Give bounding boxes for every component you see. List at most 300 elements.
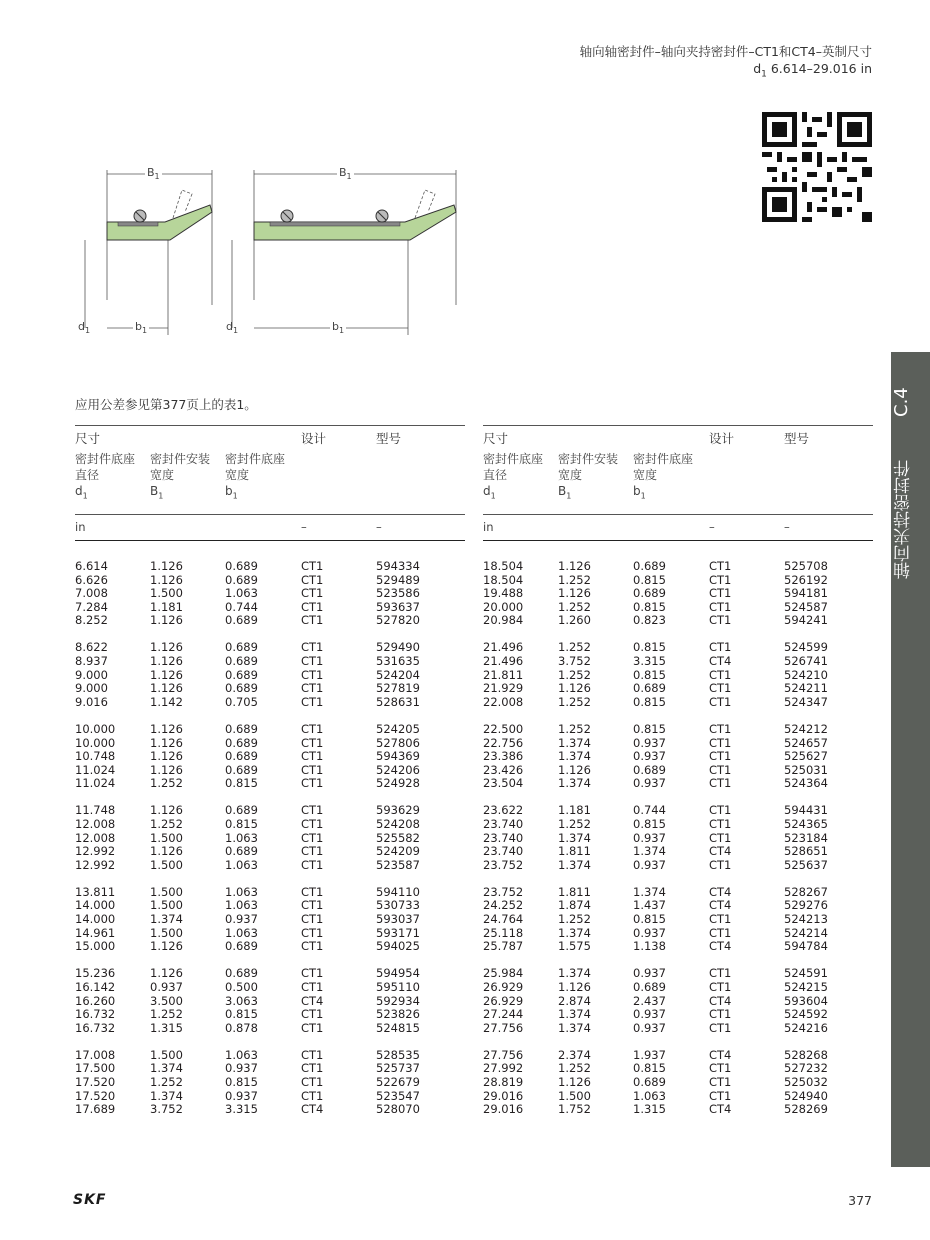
table-row — [75, 574, 465, 588]
seat-width-cell: 0.744 — [225, 599, 258, 614]
install-width-cell: 1.126 — [150, 966, 183, 981]
model-cell: 524599 — [784, 640, 828, 655]
table-row — [483, 1008, 873, 1022]
seat-diameter-cell: 26.929 — [483, 993, 524, 1008]
install-width-cell: 1.126 — [150, 939, 183, 954]
header-b1: 密封件底座 宽度 $b_1$ — [633, 452, 694, 501]
design-cell: CT1 — [709, 1020, 732, 1035]
design-cell: CT4 — [709, 993, 732, 1008]
seat-diameter-cell: 21.496 — [483, 640, 524, 655]
table-row-group — [75, 886, 465, 954]
install-width-cell: 1.500 — [150, 857, 183, 872]
table-row-group — [483, 886, 873, 954]
seat-diameter-cell: 17.520 — [75, 1075, 116, 1089]
install-width-cell: 1.181 — [558, 803, 591, 818]
seal-drawing-narrow — [85, 170, 212, 335]
table-row — [483, 750, 873, 764]
seat-diameter-cell: 8.937 — [75, 654, 108, 669]
table-row — [75, 641, 465, 655]
install-width-cell: 1.500 — [150, 830, 183, 845]
model-cell: 524940 — [784, 1088, 828, 1103]
install-width-cell: 1.126 — [150, 803, 183, 818]
seat-width-cell: 2.437 — [633, 993, 666, 1008]
seat-diameter-cell: 6.614 — [75, 559, 108, 573]
design-cell: CT1 — [301, 817, 324, 831]
design-cell: CT1 — [301, 803, 324, 818]
design-cell: CT1 — [301, 654, 324, 669]
seat-width-cell: 0.689 — [225, 939, 258, 954]
seat-width-cell: 1.138 — [633, 939, 666, 954]
design-cell: CT1 — [709, 776, 732, 791]
table-row — [483, 967, 873, 981]
unit-dash: – — [709, 520, 715, 534]
seat-width-cell: 0.689 — [225, 572, 258, 587]
design-cell: CT1 — [301, 830, 324, 845]
dim-label-B1-right: $B_1$ — [339, 166, 352, 182]
table-body-left — [75, 560, 465, 1130]
table-rule — [75, 540, 465, 541]
seat-width-cell: 0.689 — [633, 681, 666, 696]
section-title: 轴向夹持密封件 — [894, 460, 914, 580]
model-cell: 595110 — [376, 979, 420, 994]
seat-width-cell: 1.063 — [225, 884, 258, 899]
header-b1: 密封件底座 宽度 $b_1$ — [225, 452, 286, 501]
design-cell: CT1 — [709, 857, 732, 872]
model-cell: 524587 — [784, 599, 828, 614]
model-cell: 594784 — [784, 939, 828, 954]
install-width-cell: 2.374 — [558, 1047, 591, 1062]
table-rule — [483, 540, 873, 541]
table-row — [483, 899, 873, 913]
design-cell: CT1 — [301, 844, 324, 859]
install-width-cell: 1.374 — [558, 830, 591, 845]
design-cell: CT1 — [301, 1047, 324, 1062]
model-cell: 527819 — [376, 681, 420, 696]
seat-width-cell: 0.937 — [633, 925, 666, 940]
seat-width-cell: 3.063 — [225, 993, 258, 1008]
install-width-cell: 1.374 — [558, 735, 591, 750]
design-cell: CT4 — [301, 1102, 324, 1117]
seat-width-cell: 0.744 — [633, 803, 666, 818]
seat-width-cell: 0.689 — [225, 844, 258, 859]
seat-diameter-cell: 23.386 — [483, 749, 524, 764]
install-width-cell: 1.252 — [558, 640, 591, 655]
table-row — [75, 737, 465, 751]
seat-diameter-cell: 11.024 — [75, 776, 116, 791]
design-cell: CT1 — [709, 749, 732, 764]
seat-diameter-cell: 11.748 — [75, 803, 116, 818]
model-cell: 524213 — [784, 912, 828, 927]
model-cell: 525032 — [784, 1075, 828, 1089]
install-width-cell: 1.126 — [558, 586, 591, 601]
seat-width-cell: 0.937 — [633, 1020, 666, 1035]
model-cell: 594241 — [784, 613, 828, 628]
model-cell: 523587 — [376, 857, 420, 872]
install-width-cell: 1.752 — [558, 1102, 591, 1117]
model-cell: 524210 — [784, 667, 828, 682]
design-cell: CT1 — [301, 939, 324, 954]
install-width-cell: 1.126 — [150, 762, 183, 777]
install-width-cell: 1.252 — [150, 1007, 183, 1022]
seat-diameter-cell: 24.252 — [483, 898, 524, 913]
seat-diameter-cell: 15.000 — [75, 939, 116, 954]
table-row — [483, 737, 873, 751]
design-cell: CT1 — [301, 762, 324, 777]
model-cell: 524347 — [784, 694, 828, 709]
model-cell: 593037 — [376, 912, 420, 927]
model-cell: 524205 — [376, 721, 420, 736]
seat-width-cell: 0.815 — [225, 1075, 258, 1089]
page-number: 377 — [848, 1193, 872, 1208]
seat-width-cell: 0.689 — [225, 762, 258, 777]
table-row — [483, 764, 873, 778]
design-cell: CT1 — [709, 721, 732, 736]
seat-diameter-cell: 12.008 — [75, 830, 116, 845]
table-row — [75, 818, 465, 832]
qr-code[interactable] — [762, 112, 872, 222]
header-model: 型号 — [376, 431, 402, 446]
design-cell: CT1 — [301, 694, 324, 709]
model-cell: 528535 — [376, 1047, 420, 1062]
header-size: 尺寸 — [483, 431, 509, 446]
seat-diameter-cell: 23.622 — [483, 803, 524, 818]
design-cell: CT1 — [709, 735, 732, 750]
seat-width-cell: 0.705 — [225, 694, 258, 709]
seat-width-cell: 1.937 — [633, 1047, 666, 1062]
design-cell: CT1 — [301, 572, 324, 587]
seat-width-cell: 0.815 — [633, 912, 666, 927]
design-cell: CT1 — [709, 1088, 732, 1103]
dim-label-b1-left: $b_1$ — [135, 320, 148, 336]
seat-width-cell: 0.937 — [633, 776, 666, 791]
table-row — [483, 886, 873, 900]
model-cell: 525582 — [376, 830, 420, 845]
table-row — [75, 682, 465, 696]
model-cell: 524212 — [784, 721, 828, 736]
seat-diameter-cell: 27.756 — [483, 1020, 524, 1035]
design-cell: CT1 — [301, 857, 324, 872]
seat-diameter-cell: 6.626 — [75, 572, 108, 587]
table-row — [75, 1022, 465, 1036]
table-row — [483, 1076, 873, 1090]
model-cell: 593604 — [784, 993, 828, 1008]
model-cell: 531635 — [376, 654, 420, 669]
model-cell: 592934 — [376, 993, 420, 1008]
seat-width-cell: 1.063 — [225, 925, 258, 940]
design-cell: CT1 — [301, 925, 324, 940]
seat-width-cell: 0.937 — [633, 735, 666, 750]
table-row — [483, 696, 873, 710]
model-cell: 523826 — [376, 1007, 420, 1022]
model-cell: 528268 — [784, 1047, 828, 1062]
model-cell: 528267 — [784, 884, 828, 899]
table-row — [483, 1090, 873, 1104]
install-width-cell: 1.374 — [558, 1007, 591, 1022]
table-row — [75, 804, 465, 818]
model-cell: 593171 — [376, 925, 420, 940]
header-design: 设计 — [709, 431, 735, 446]
model-cell: 594181 — [784, 586, 828, 601]
seat-diameter-cell: 7.284 — [75, 599, 108, 614]
model-cell: 524591 — [784, 966, 828, 981]
design-cell: CT1 — [301, 776, 324, 791]
seat-width-cell: 0.689 — [633, 979, 666, 994]
install-width-cell: 1.252 — [150, 776, 183, 791]
range-value: 6.614–29.016 in — [770, 61, 872, 76]
table-row-group — [75, 641, 465, 709]
table-row — [483, 845, 873, 859]
model-cell: 594431 — [784, 803, 828, 818]
seal-cross-section-drawings — [70, 160, 470, 340]
seat-width-cell: 1.315 — [633, 1102, 666, 1117]
model-cell: 524204 — [376, 667, 420, 682]
design-cell: CT1 — [709, 694, 732, 709]
install-width-cell: 3.752 — [150, 1102, 183, 1117]
table-row — [483, 560, 873, 574]
model-cell: 524657 — [784, 735, 828, 750]
seat-diameter-cell: 28.819 — [483, 1075, 524, 1089]
install-width-cell: 1.500 — [150, 586, 183, 601]
seat-width-cell: 1.063 — [225, 1047, 258, 1062]
seat-width-cell: 0.689 — [633, 586, 666, 601]
install-width-cell: 1.811 — [558, 844, 591, 859]
section-code: C.4 — [891, 387, 912, 417]
seat-diameter-cell: 23.752 — [483, 857, 524, 872]
seat-width-cell: 1.063 — [633, 1088, 666, 1103]
model-cell: 525708 — [784, 559, 828, 573]
table-row — [75, 886, 465, 900]
seal-drawing-wide — [232, 170, 456, 335]
model-cell: 524206 — [376, 762, 420, 777]
dim-label-d1-left: $d_1$ — [78, 320, 91, 336]
table-row — [483, 804, 873, 818]
unit-dash: – — [784, 520, 790, 534]
seat-diameter-cell: 17.689 — [75, 1102, 116, 1117]
table-row — [483, 1022, 873, 1036]
design-cell: CT1 — [709, 912, 732, 927]
install-width-cell: 1.500 — [150, 884, 183, 899]
seat-diameter-cell: 20.000 — [483, 599, 524, 614]
install-width-cell: 1.500 — [150, 898, 183, 913]
design-cell: CT1 — [301, 884, 324, 899]
seat-diameter-cell: 26.929 — [483, 979, 524, 994]
model-cell: 524928 — [376, 776, 420, 791]
design-cell: CT1 — [709, 979, 732, 994]
table-row — [483, 995, 873, 1009]
seat-width-cell: 0.937 — [225, 1061, 258, 1076]
seat-diameter-cell: 12.992 — [75, 857, 116, 872]
model-cell: 528070 — [376, 1102, 420, 1117]
table-rule — [75, 425, 465, 426]
design-cell: CT4 — [709, 1047, 732, 1062]
seat-width-cell: 0.937 — [633, 1007, 666, 1022]
design-cell: CT1 — [709, 681, 732, 696]
install-width-cell: 1.500 — [558, 1088, 591, 1103]
table-row — [483, 1062, 873, 1076]
design-cell: CT1 — [301, 898, 324, 913]
seat-width-cell: 1.437 — [633, 898, 666, 913]
seat-width-cell: 1.063 — [225, 586, 258, 601]
design-cell: CT4 — [301, 993, 324, 1008]
table-row — [483, 981, 873, 995]
seat-width-cell: 0.815 — [633, 1061, 666, 1076]
model-cell: 524365 — [784, 817, 828, 831]
table-row — [75, 669, 465, 683]
seat-width-cell: 0.689 — [225, 966, 258, 981]
seat-diameter-cell: 16.260 — [75, 993, 116, 1008]
seat-width-cell: 0.815 — [633, 817, 666, 831]
install-width-cell: 1.126 — [558, 681, 591, 696]
table-row — [75, 587, 465, 601]
table-row — [483, 940, 873, 954]
tolerance-note: 应用公差参见第377页上的表1。 — [75, 397, 257, 412]
install-width-cell: 1.252 — [558, 1061, 591, 1076]
seat-width-cell: 0.689 — [225, 803, 258, 818]
install-width-cell: 1.374 — [150, 912, 183, 927]
seat-width-cell: 0.689 — [225, 667, 258, 682]
model-cell: 523547 — [376, 1088, 420, 1103]
seat-diameter-cell: 23.740 — [483, 844, 524, 859]
seat-width-cell: 0.815 — [633, 640, 666, 655]
model-cell: 524592 — [784, 1007, 828, 1022]
unit-dash: – — [301, 520, 307, 534]
design-cell: CT4 — [709, 844, 732, 859]
design-cell: CT4 — [709, 939, 732, 954]
table-row — [483, 614, 873, 628]
seat-diameter-cell: 12.008 — [75, 817, 116, 831]
seat-width-cell: 0.815 — [225, 1007, 258, 1022]
seat-diameter-cell: 23.426 — [483, 762, 524, 777]
seat-width-cell: 0.937 — [225, 912, 258, 927]
design-cell: CT1 — [301, 640, 324, 655]
seat-diameter-cell: 29.016 — [483, 1102, 524, 1117]
install-width-cell: 1.500 — [150, 1047, 183, 1062]
design-cell: CT1 — [709, 667, 732, 682]
seat-diameter-cell: 12.992 — [75, 844, 116, 859]
header-d1: 密封件底座 直径 $d_1$ — [483, 452, 544, 501]
install-width-cell: 1.315 — [150, 1020, 183, 1035]
install-width-cell: 1.252 — [558, 667, 591, 682]
seat-width-cell: 0.689 — [225, 735, 258, 750]
design-cell: CT1 — [709, 572, 732, 587]
install-width-cell: 1.252 — [558, 694, 591, 709]
table-row — [75, 859, 465, 873]
table-row — [483, 777, 873, 791]
page-header-title: 轴向轴密封件–轴向夹持密封件–CT1和CT4–英制尺寸 — [579, 44, 872, 59]
seat-width-cell: 0.937 — [225, 1088, 258, 1103]
design-cell: CT1 — [709, 640, 732, 655]
table-row — [75, 967, 465, 981]
table-row-group — [483, 967, 873, 1035]
table-row — [75, 927, 465, 941]
seat-diameter-cell: 9.000 — [75, 667, 108, 682]
model-cell: 525737 — [376, 1061, 420, 1076]
model-cell: 529489 — [376, 572, 420, 587]
table-row — [483, 723, 873, 737]
seat-width-cell: 0.823 — [633, 613, 666, 628]
design-cell: CT1 — [301, 721, 324, 736]
seat-diameter-cell: 10.748 — [75, 749, 116, 764]
design-cell: CT1 — [301, 912, 324, 927]
seat-diameter-cell: 25.984 — [483, 966, 524, 981]
model-cell: 525031 — [784, 762, 828, 777]
seat-diameter-cell: 29.016 — [483, 1088, 524, 1103]
model-cell: 594369 — [376, 749, 420, 764]
install-width-cell: 1.126 — [150, 749, 183, 764]
header-d1: 密封件底座 直径 $d_1$ — [75, 452, 136, 501]
install-width-cell: 2.874 — [558, 993, 591, 1008]
table-rule — [483, 425, 873, 426]
model-cell: 529276 — [784, 898, 828, 913]
seat-width-cell: 0.689 — [225, 749, 258, 764]
install-width-cell: 1.575 — [558, 939, 591, 954]
install-width-cell: 1.126 — [150, 640, 183, 655]
model-cell: 524214 — [784, 925, 828, 940]
design-cell: CT1 — [301, 586, 324, 601]
design-cell: CT1 — [709, 613, 732, 628]
install-width-cell: 1.811 — [558, 884, 591, 899]
seat-diameter-cell: 23.740 — [483, 817, 524, 831]
table-row — [75, 899, 465, 913]
table-row-group — [483, 641, 873, 709]
unit-in: in — [75, 520, 86, 534]
table-row — [483, 669, 873, 683]
seat-diameter-cell: 14.000 — [75, 898, 116, 913]
model-cell: 528651 — [784, 844, 828, 859]
seat-width-cell: 0.689 — [225, 721, 258, 736]
design-cell: CT1 — [301, 599, 324, 614]
table-row — [483, 818, 873, 832]
install-width-cell: 1.126 — [558, 1075, 591, 1089]
design-cell: CT1 — [709, 599, 732, 614]
table-row — [75, 696, 465, 710]
table-row — [483, 1103, 873, 1117]
seat-diameter-cell: 11.024 — [75, 762, 116, 777]
dim-label-B1-left: $B_1$ — [147, 166, 160, 182]
seat-diameter-cell: 8.622 — [75, 640, 108, 655]
seat-diameter-cell: 14.000 — [75, 912, 116, 927]
design-cell: CT1 — [301, 749, 324, 764]
install-width-cell: 1.252 — [558, 817, 591, 831]
table-row — [75, 601, 465, 615]
table-row — [483, 641, 873, 655]
design-cell: CT1 — [709, 762, 732, 777]
seat-width-cell: 0.937 — [633, 830, 666, 845]
section-side-tab[interactable] — [891, 352, 930, 1167]
table-row — [75, 764, 465, 778]
model-cell: 522679 — [376, 1075, 420, 1089]
seat-width-cell: 0.815 — [633, 721, 666, 736]
seat-diameter-cell: 27.992 — [483, 1061, 524, 1076]
seat-diameter-cell: 19.488 — [483, 586, 524, 601]
model-cell: 524215 — [784, 979, 828, 994]
install-width-cell: 1.374 — [558, 966, 591, 981]
seat-width-cell: 0.815 — [633, 599, 666, 614]
seat-width-cell: 0.815 — [633, 667, 666, 682]
table-row — [75, 1103, 465, 1117]
design-cell: CT1 — [301, 1007, 324, 1022]
design-cell: CT1 — [301, 1088, 324, 1103]
design-cell: CT1 — [301, 735, 324, 750]
install-width-cell: 1.874 — [558, 898, 591, 913]
seat-diameter-cell: 17.008 — [75, 1047, 116, 1062]
design-cell: CT1 — [709, 803, 732, 818]
design-cell: CT4 — [709, 654, 732, 669]
table-row-group — [75, 1049, 465, 1117]
model-cell: 530733 — [376, 898, 420, 913]
table-row — [75, 655, 465, 669]
seat-diameter-cell: 16.732 — [75, 1007, 116, 1022]
